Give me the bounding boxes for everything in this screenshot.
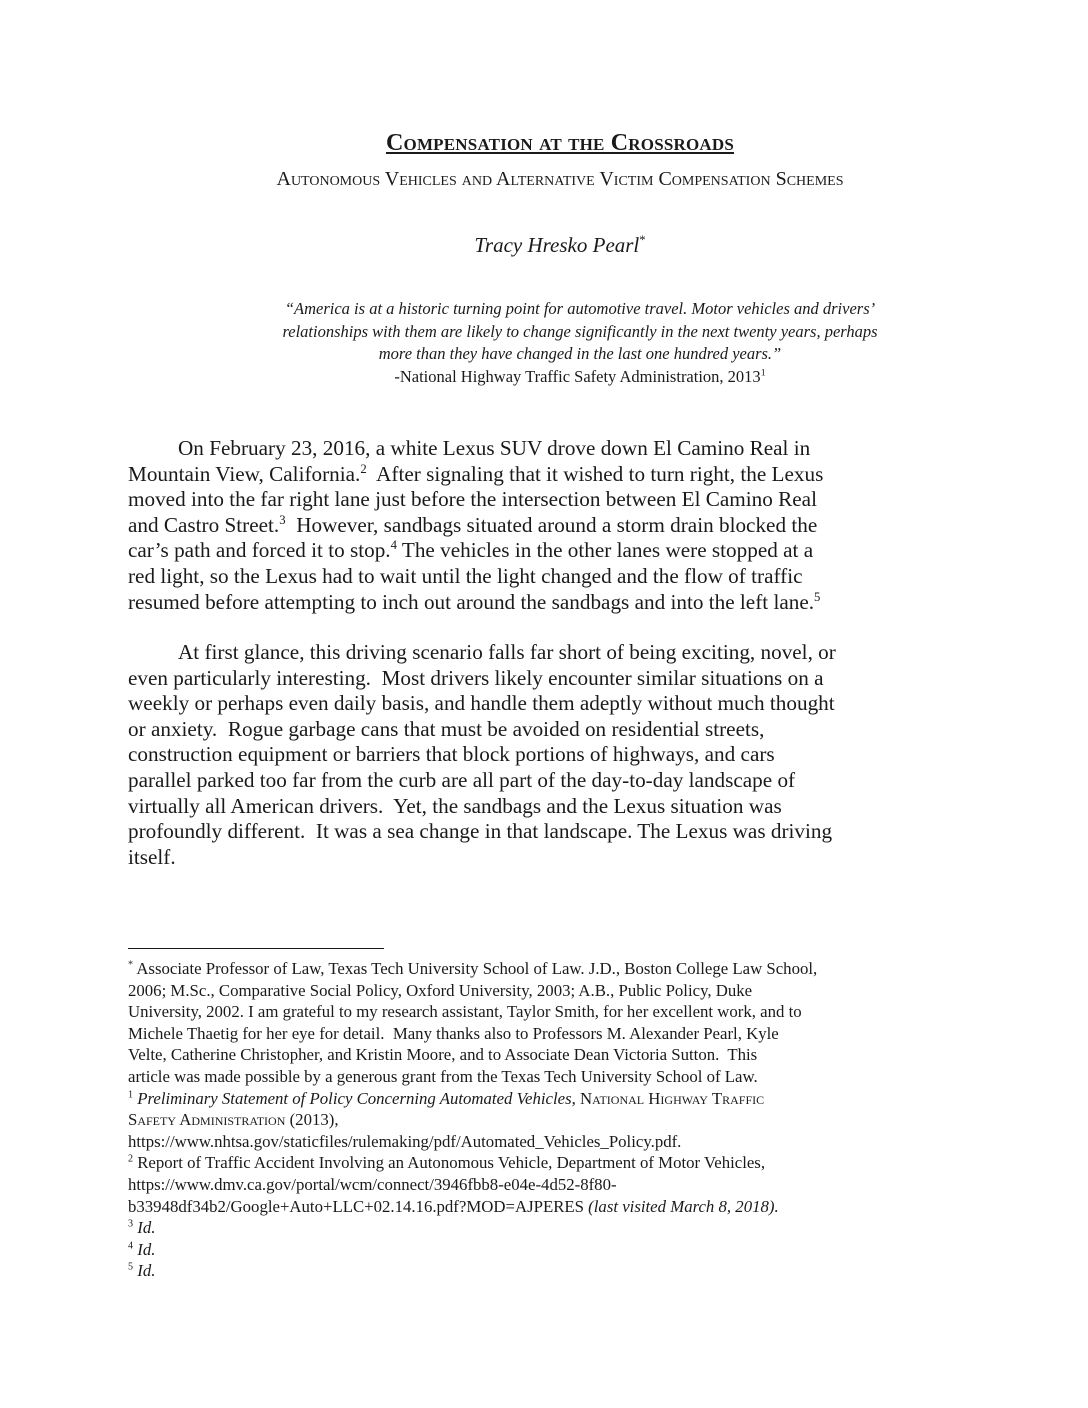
text-run: (2013), bbox=[285, 1110, 339, 1130]
paragraph-line bbox=[128, 538, 968, 564]
text-run: (last visited March 8, 2018). bbox=[583, 1196, 779, 1216]
footnote-ref-3: 3 bbox=[279, 512, 286, 527]
attribution-text: -National Highway Traffic Safety Administration, 2013 bbox=[394, 366, 761, 386]
footnote-mark: 3 bbox=[128, 1218, 134, 1230]
text-run: Associate Professor of Law, Texas Tech University School of Law. J.D., Boston College Law School, bbox=[133, 959, 818, 978]
text-run: and Castro Street. bbox=[128, 512, 280, 537]
footnote-mark: 1 bbox=[128, 1088, 134, 1100]
footnote-ref-5: 5 bbox=[814, 589, 821, 604]
cited-agency: Safety Administration bbox=[128, 1110, 286, 1130]
paragraph-line: parallel parked too far from the curb are all part of the day-to-day landscape of bbox=[128, 767, 796, 792]
footnote-line bbox=[128, 1196, 968, 1218]
epigraph-line: “America is at a historic turning point for automotive travel. Motor vehicles and drivers’ bbox=[284, 299, 876, 318]
footnote-line: article was made possible by a generous grant from the Texas Tech University School of Law. bbox=[128, 1066, 758, 1086]
article-subtitle: Autonomous Vehicles and Alternative Victim Compensation Schemes bbox=[276, 168, 844, 190]
text-run: , bbox=[571, 1088, 580, 1108]
paragraph-line bbox=[128, 590, 968, 616]
text-run: The vehicles in the other lanes were stopped at a bbox=[396, 538, 814, 563]
footnote-line bbox=[128, 1088, 968, 1110]
paragraph-line: weekly or perhaps even daily basis, and handle them adeptly without much thought bbox=[128, 691, 835, 716]
footnote-1 bbox=[128, 1088, 968, 1153]
paragraph-line: even particularly interesting. Most drivers likely encounter similar situations on a bbox=[128, 665, 824, 690]
author-footnote-mark: * bbox=[639, 233, 646, 247]
epigraph-line: more than they have changed in the last one hundred years.” bbox=[378, 344, 782, 363]
footnote-3 bbox=[128, 1217, 968, 1239]
footnote-line: 2006; M.Sc., Comparative Social Policy, Oxford University, 2003; A.B., Public Policy, Duke bbox=[128, 980, 753, 1000]
footnote-mark: 2 bbox=[128, 1153, 134, 1165]
footnote-4 bbox=[128, 1239, 968, 1261]
epigraph bbox=[200, 298, 960, 388]
footnote-mark: * bbox=[128, 959, 134, 971]
footnote-line bbox=[128, 1152, 968, 1174]
footnote-separator bbox=[128, 948, 384, 949]
footnote-5 bbox=[128, 1260, 968, 1282]
body-paragraph-1 bbox=[128, 436, 968, 615]
footnote-ref-2: 2 bbox=[360, 461, 367, 476]
footnote-line: University, 2002. I am grateful to my research assistant, Taylor Smith, for her excellent work, and to bbox=[128, 1002, 802, 1022]
paragraph-line: At first glance, this driving scenario falls far short of being exciting, novel, or bbox=[178, 640, 836, 664]
footnote-url[interactable]: https://www.nhtsa.gov/staticfiles/rulemaking/pdf/Automated_Vehicles_Policy.pdf. bbox=[128, 1131, 682, 1151]
footnote-line: Velte, Catherine Christopher, and Kristin Moore, and to Associate Dean Victoria Sutton. This bbox=[128, 1045, 758, 1065]
paragraph-line bbox=[128, 462, 968, 488]
article-title: Compensation at the Crossroads bbox=[385, 130, 735, 156]
paragraph-line: virtually all American drivers. Yet, the sandbags and the Lexus situation was bbox=[128, 793, 782, 818]
footnote-2 bbox=[128, 1152, 968, 1217]
paragraph-line: itself. bbox=[128, 844, 176, 869]
text-run: However, sandbags situated around a storm drain blocked the bbox=[285, 512, 818, 537]
text-run: After signaling that it wished to turn right, the Lexus bbox=[366, 461, 824, 486]
paragraph-line bbox=[128, 513, 968, 539]
paragraph-line: or anxiety. Rogue garbage cans that must be avoided on residential streets, bbox=[128, 716, 765, 741]
author-name: Tracy Hresko Pearl bbox=[474, 233, 640, 257]
text-run: resumed before attempting to inch out around the sandbags and into the left lane. bbox=[128, 589, 815, 614]
text-run: Mountain View, California. bbox=[128, 461, 361, 486]
body-paragraph-2 bbox=[128, 640, 968, 870]
footnote-line: Michele Thaetig for her eye for detail. Many thanks also to Professors M. Alexander Pearl, Kyle bbox=[128, 1023, 779, 1043]
text-run: Report of Traffic Accident Involving an Autonomous Vehicle, Department of Motor Vehicles, bbox=[133, 1153, 766, 1173]
footnotes bbox=[128, 958, 968, 1282]
paragraph-line: moved into the far right lane just before the intersection between El Camino Real bbox=[128, 487, 817, 512]
epigraph-line: relationships with them are likely to change significantly in the next twenty years, perhaps bbox=[282, 321, 878, 341]
footnote-mark: 4 bbox=[128, 1240, 134, 1252]
footnote-mark: 5 bbox=[128, 1261, 134, 1273]
epigraph-attribution bbox=[200, 366, 960, 389]
footnote-url[interactable]: b33948df34b2/Google+Auto+LLC+02.14.16.pdf?MOD=AJPERES bbox=[128, 1196, 584, 1216]
text-run: car’s path and forced it to stop. bbox=[128, 538, 391, 563]
text-run: Id. bbox=[133, 1218, 156, 1238]
footnote-line bbox=[128, 1109, 968, 1131]
footnote-line bbox=[128, 958, 968, 980]
footnote-star bbox=[128, 958, 968, 1088]
text-run: Id. bbox=[133, 1239, 156, 1259]
cited-title: Preliminary Statement of Policy Concerning Automated Vehicles bbox=[133, 1088, 572, 1108]
paragraph-line: On February 23, 2016, a white Lexus SUV drove down El Camino Real in bbox=[178, 436, 811, 460]
author-byline bbox=[0, 233, 1088, 258]
cited-agency: National Highway Traffic bbox=[580, 1088, 765, 1108]
paragraph-line: red light, so the Lexus had to wait until the light changed and the flow of traffic bbox=[128, 563, 803, 588]
paragraph-line: profoundly different. It was a sea change in that landscape. The Lexus was driving bbox=[128, 819, 833, 844]
text-run: Id. bbox=[133, 1261, 156, 1281]
footnote-ref-4: 4 bbox=[390, 538, 397, 553]
footnote-ref-1: 1 bbox=[760, 367, 766, 378]
footnote-url[interactable]: https://www.dmv.ca.gov/portal/wcm/connect/3946fbb8-e04e-4d52-8f80- bbox=[128, 1174, 617, 1194]
paragraph-line: construction equipment or barriers that block portions of highways, and cars bbox=[128, 742, 775, 767]
